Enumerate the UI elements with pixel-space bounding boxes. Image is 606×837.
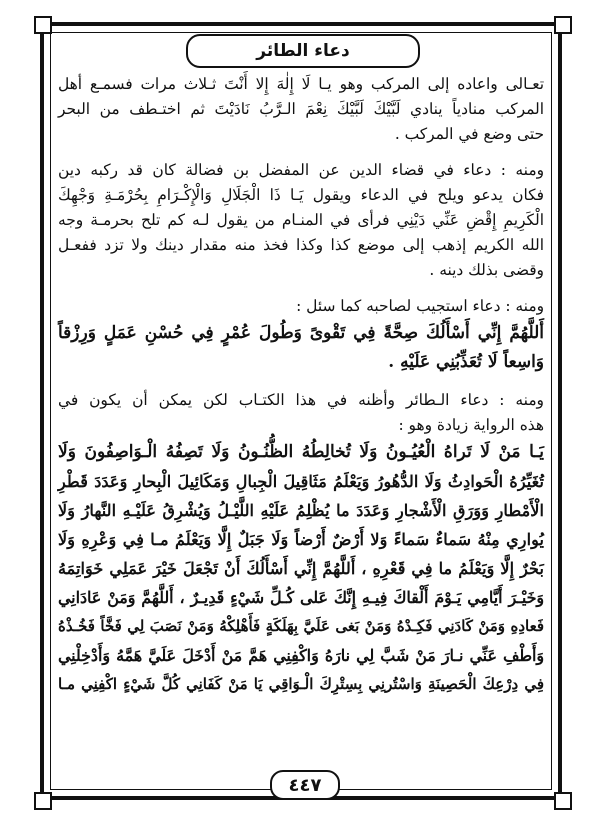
border-ornament [34, 792, 52, 810]
text-line: وقضى بذلك دينه . [429, 261, 544, 279]
paragraph [58, 158, 544, 283]
text-line: ومنه : دعاء الـطائر وأظنه في هذا الكتـاب لكن يمكن أن يكون في [58, 391, 544, 409]
text-line: هذه الرواية زيادة وهو : [398, 416, 544, 434]
prayer-line: فَعادِهِ وَمَنْ كَادَنِي فَكِـدْهُ وَمَنْ بَغى عَلَيَّ بِهَلَكَةٍ فَأَهْلِكْهُ وَمَنْ نَصَبَ لِي فَخَّاً فَخُـذْهُ [58, 617, 544, 635]
prayer-line: فِي دِرْعِكَ الْحَصِينَةِ وَاسْتُرنِي بِسِتْرِكَ الْـوَاقِي يَا مَنْ كَفَانِي كُلَّ شَيْءٍ اكْفِنِي مـا [58, 675, 544, 693]
text-line: ومنه : دعاء استجيب لصاحبه كما سئل : [296, 297, 544, 315]
prayer-line: وَاسِعاً لَا تُعَذِّبُنِي عَلَيْهِ . [388, 352, 544, 372]
border-ornament [554, 792, 572, 810]
prayer-line: الْأَمْطارِ وَوَرَقِ الْأَشْجارِ وَعَدَدَ ما يُظْلِمُ عَلَيْهِ اللَّيْـلُ وَيُشْرِقُ عَلَيْـهِ النَّهارُ وَلَا [58, 501, 544, 520]
prayer-line: أَللَّهُمَّ إِنِّي أَسْأَلُكَ صِحَّةً فِي تَقْوىً وَطُولَ عُمْرٍ فِي حُسْنِ عَمَلٍ وَرِزْقاً [58, 323, 544, 343]
prayer-line: وَخَيْـرَ أَيَّامِي يَـوْمَ أَلْقاكَ فِيـهِ إِنَّكَ عَلى كُـلِّ شَيْءٍ قَدِيـرٌ ، أَللَّهُمَّ وَمَنْ عَادَانِي [58, 588, 544, 607]
prayer-line: يَـا مَنْ لَا تَراهُ الْعُيُـونُ وَلَا تُخالِطُهُ الظُّنُـونُ وَلَا تَصِفُهُ الْـوَاصِفُونَ وَلَا [58, 442, 544, 462]
text-line: ومنه : دعاء في قضاء الدين عن المفضل بن فضالة كان قد ركبه دين [58, 161, 544, 179]
border-ornament [34, 16, 52, 34]
text-line: تعـالى واعاده إلى المركب وهو يـا لَا إِلٰهَ إِلا أَنْتَ ثـلاث مرات فسمـع أهل [58, 75, 544, 93]
border-ornament [554, 16, 572, 34]
page-number: ٤٤٧ [270, 770, 340, 800]
page-title: دعاء الطائر [186, 34, 420, 68]
prayer-line: تُغَيِّرُهُ الْحَوادِثُ وَلَا الدُّهُورُ وَيَعْلَمُ مَثَاقِيلَ الْجِبالِ وَمَكَائِيلَ الْبِحارِ وَعَدَدَ قَطْرِ [58, 472, 544, 491]
text-line: فكان يدعو ويلح في الدعاء ويقول يَـا ذَا الْجَلَالِ وَالْإِكْـرَامِ بِحُرْمَـةِ وَجْهِكَ [58, 186, 544, 204]
text-line: المركب منادياً ينادي لَبَّيْكَ لَبَّيْكَ نِعْمَ الـرَّبُ نَادَيْتَ ثم اختـطف من البحر [58, 100, 544, 118]
prayer-line: وَأَطْفِ عَنِّي نـارَ مَنْ شَبَّ لِي نارَهُ وَاكْفِنِي هَمَّ مَنْ أَدْخَلَ عَلَيَّ هَمَّهُ وَأَدْخِلْنِي [58, 646, 544, 665]
paragraph [58, 72, 544, 147]
prayer-line: بَحْرٌ إِلَّا وَيَعْلَمُ ما فِي قَعْرِهِ ، أَللَّهُمَّ إِنِّي أَسْأَلُكَ أَنْ تَجْعَلَ خَيْرَ عَمَلِي خَوَاتِمَهُ [58, 559, 544, 578]
text-line: حتى وضع في المركب . [394, 125, 544, 143]
prayer-line: يُوارِي مِنْهُ سَماءٌ سَماءً وَلا أَرْضٌ أَرْضاً وَلَا جَبَلٌ إِلَّا وَيَعْلَمُ مـا فِي وَعْرِهِ وَلَا [58, 530, 544, 549]
page-body [58, 72, 544, 772]
text-line: الْكَرِيمِ إِقْضِ عَنِّي دَيْنِي فرأى في المنـام من يقول لـه كم تلح بحرمـة وجه [58, 211, 544, 229]
paragraph [58, 388, 544, 699]
paragraph [58, 294, 544, 377]
text-line: الله الكريم إذهب إلى موضع كذا وكذا فخذ منه مقدار دينك ولا تزد ففعـل [58, 236, 544, 254]
